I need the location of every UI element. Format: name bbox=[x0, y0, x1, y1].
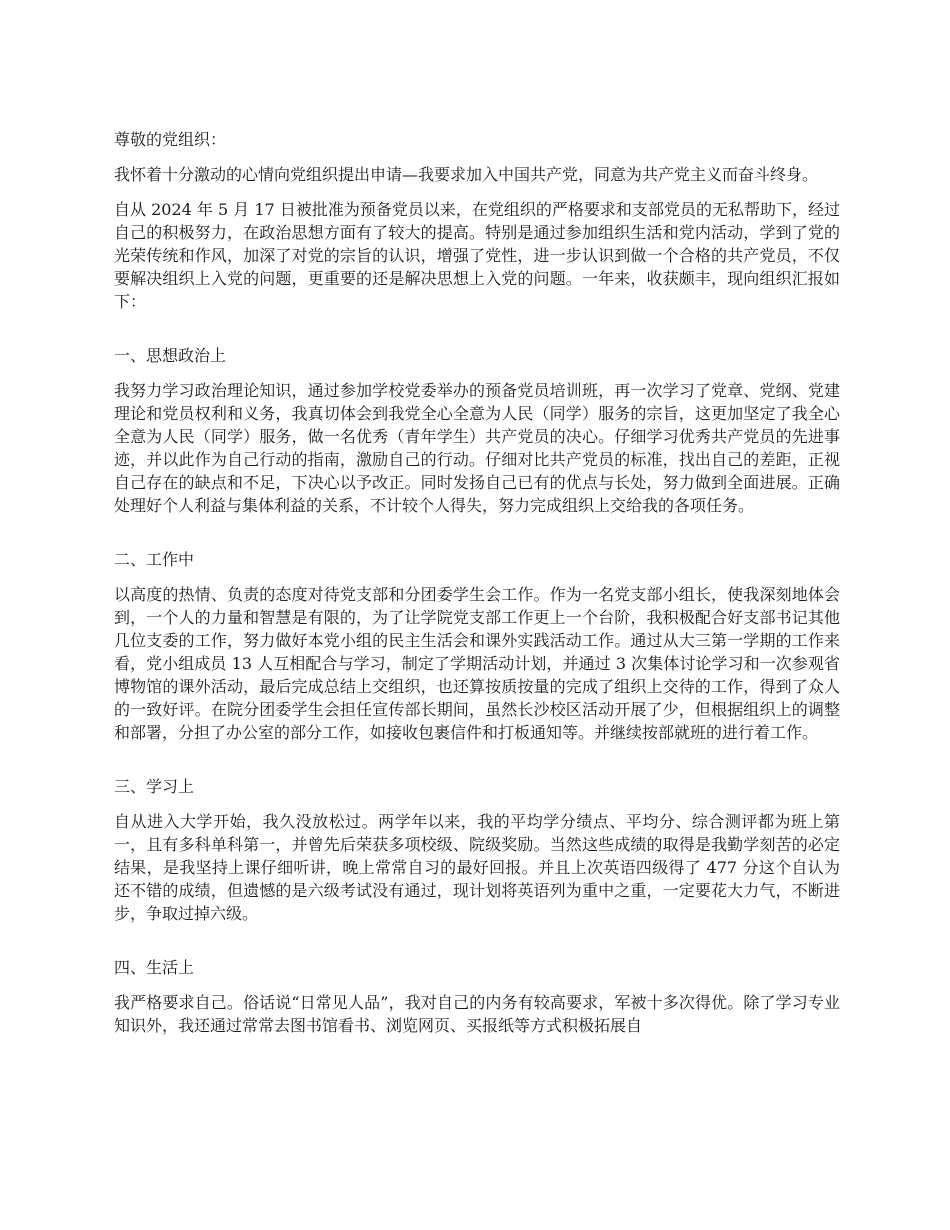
intro-paragraph-1: 我怀着十分激动的心情向党组织提出申请—我要求加入中国共产党，同意为共产党主义而奋斗终身。 bbox=[114, 165, 819, 184]
section-heading-life: 四、生活上 bbox=[114, 958, 195, 977]
section-heading-study: 三、学习上 bbox=[114, 777, 195, 796]
intro-paragraph-2: 自从 2024 年 5 月 17 日被批准为预备党员以来，在党组织的严格要求和支部党员的无私帮助下，经过自己的积极努力，在政治思想方面有了较大的提高。特别是通过参加组织生活和党内活动，学到了党的光荣传统和作风，加深了对党的宗旨的认识，增强了党性，进一步认识到做一个合格的共产党员，不仅要解决组织上入党的问题，更重要的还是解决思想上入党的问题。一年来，收获颇丰，现向组织汇报如下： bbox=[114, 200, 840, 311]
section-body-life: 我严格要求自己。俗话说“日常见人品”，我对自己的内务有较高要求，军被十多次得优。除了学习专业知识外，我还通过常常去图书馆看书、浏览网页、买报纸等方式积极拓展自 bbox=[114, 993, 840, 1035]
section-heading-work: 二、工作中 bbox=[114, 550, 195, 569]
section-body-ideology: 我努力学习政治理论知识，通过参加学校党委举办的预备党员培训班，再一次学习了党章、党纲、党建理论和党员权利和义务，我真切体会到我党全心全意为人民（同学）服务的宗旨，这更加坚定了我全心全意为人民（同学）服务，做一名优秀（青年学生）共产党员的决心。仔细学习优秀共产党员的先进事迹，并以此作为自己行动的指南，激励自己的行动。仔细对比共产党员的标准，找出自己的差距，正视自己存在的缺点和不足，下决心以予改正。同时发扬自己已有的优点与长处，努力做到全面进展。正确处理好个人利益与集体利益的关系，不计较个人得失，努力完成组织上交给我的各项任务。 bbox=[114, 381, 840, 515]
salutation: 尊敬的党组织： bbox=[114, 130, 227, 149]
section-heading-ideology: 一、思想政治上 bbox=[114, 346, 227, 365]
document-page bbox=[114, 128, 840, 1049]
section-body-study: 自从进入大学开始，我久没放松过。两学年以来，我的平均学分绩点、平均分、综合测评都为班上第一，且有多科单科第一，并曾先后荣获多项校级、院级奖励。当然这些成绩的取得是我勤学刻苦的必定结果，是我坚持上课仔细听讲，晚上常常自习的最好回报。并且上次英语四级得了 477 分这个自认为还不错的成绩，但遗憾的是六级考试没有通过，现计划将英语列为重中之重，一定要花大力气，不断进步，争取过掉六级。 bbox=[114, 812, 840, 923]
section-body-work: 以高度的热情、负责的态度对待党支部和分团委学生会工作。作为一名党支部小组长，使我深刻地体会到，一个人的力量和智慧是有限的，为了让学院党支部工作更上一个台阶，我积极配合好支部书记其他几位支委的工作，努力做好本党小组的民主生活会和课外实践活动工作。通过从大三第一学期的工作来看，党小组成员 13 人互相配合与学习，制定了学期活动计划，并通过 3 次集体讨论学习和一次参观省博物馆的课外活动，最后完成总结上交组织，也还算按质按量的完成了组织上交待的工作，得到了众人的一致好评。在院分团委学生会担任宣传部长期间，虽然长沙校区活动开展了少，但根据组织上的调整和部署，分担了办公室的部分工作，如接收包裹信件和打板通知等。并继续按部就班的进行着工作。 bbox=[114, 585, 840, 742]
